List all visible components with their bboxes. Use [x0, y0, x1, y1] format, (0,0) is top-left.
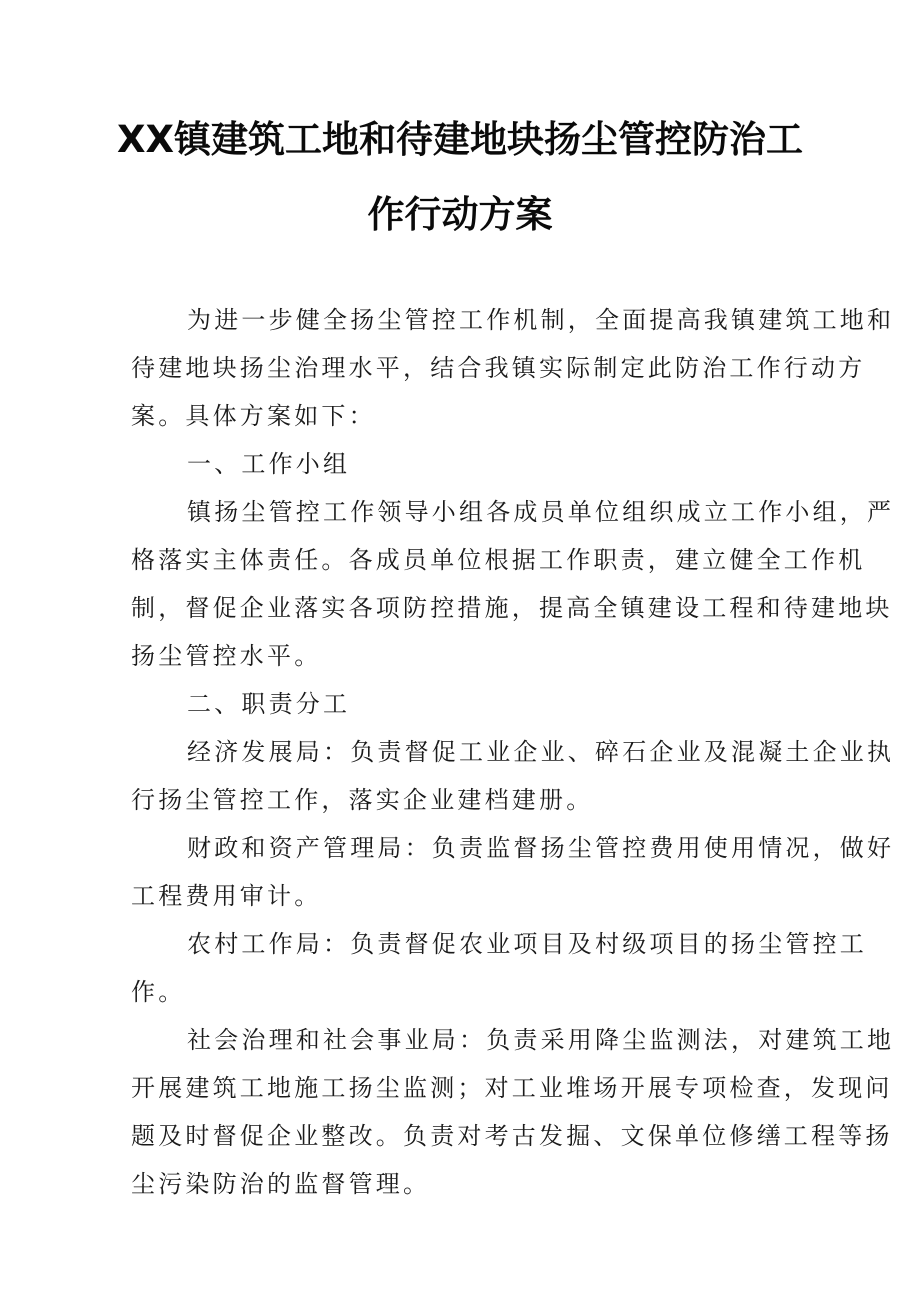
body-line: 扬尘管控水平。	[131, 642, 322, 670]
body-line: 镇扬尘管控工作领导小组各成员单位组织成立工作小组，严	[187, 498, 895, 526]
body-line: 待建地块扬尘治理水平，结合我镇实际制定此防治工作行动方	[131, 354, 866, 382]
body-line: 尘污染防治的监督管理。	[131, 1170, 431, 1198]
body-line: 社会治理和社会事业局：负责采用降尘监测法，对建筑工地	[187, 1026, 895, 1054]
body-line: 案。具体方案如下：	[131, 402, 376, 430]
document-body	[131, 296, 895, 1208]
body-line: 财政和资产管理局：负责监督扬尘管控费用使用情况，做好	[187, 834, 895, 862]
body-line: 开展建筑工地施工扬尘监测；对工业堆场开展专项检查，发现问	[131, 1074, 893, 1102]
section-heading: 二、职责分工	[187, 690, 351, 718]
section-heading: 一、工作小组	[187, 450, 351, 478]
body-line: 作。	[131, 978, 186, 1006]
body-line: 制，督促企业落实各项防控措施，提高全镇建设工程和待建地块	[131, 594, 893, 622]
body-line: 格落实主体责任。各成员单位根据工作职责，建立健全工作机	[131, 546, 866, 574]
document-title-line-2: 作行动方案	[367, 193, 553, 236]
document-title-line-1: XX镇建筑工地和待建地块扬尘管控防治工	[116, 118, 804, 161]
body-line: 题及时督促企业整改。负责对考古发掘、文保单位修缮工程等扬	[131, 1122, 893, 1150]
body-line: 工程费用审计。	[131, 882, 322, 910]
body-line: 行扬尘管控工作，落实企业建档建册。	[131, 786, 594, 814]
body-line: 为进一步健全扬尘管控工作机制，全面提高我镇建筑工地和	[187, 306, 895, 334]
body-line: 经济发展局：负责督促工业企业、碎石企业及混凝土企业执	[187, 738, 895, 766]
body-line: 农村工作局：负责督促农业项目及村级项目的扬尘管控工	[187, 930, 867, 958]
